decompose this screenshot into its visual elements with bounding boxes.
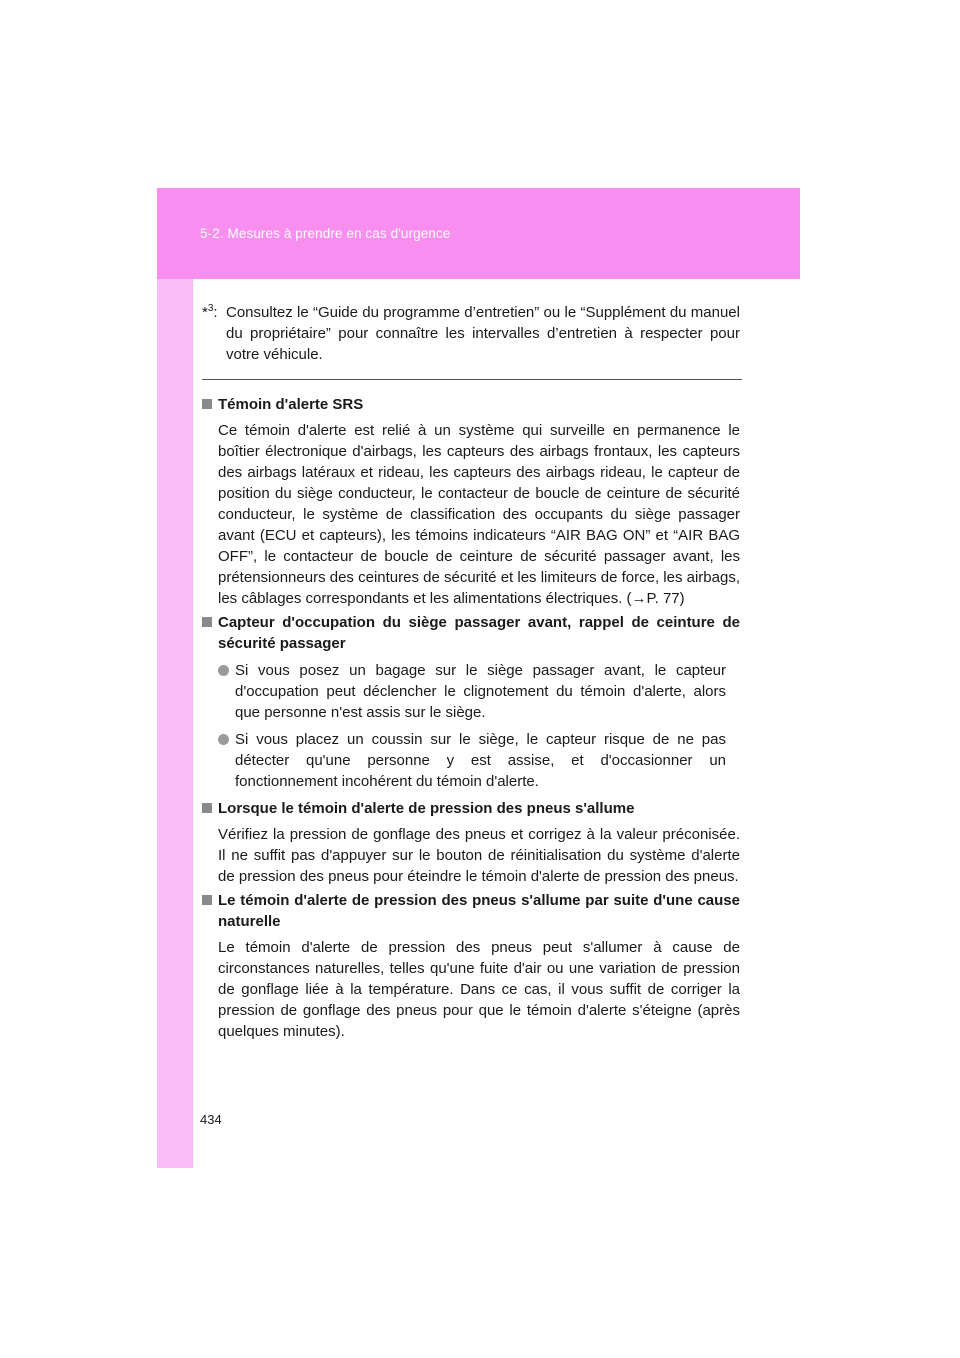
divider bbox=[202, 379, 742, 380]
section-title: Le témoin d'alerte de pression des pneus s'allume par suite d'une cause naturelle bbox=[202, 890, 740, 932]
list-item: Si vous placez un coussin sur le siège, le capteur risque de ne pas détecter qu'une personne y est assise, et d'occasionner un fonctionnement incohérent du témoin d'alerte. bbox=[218, 729, 740, 792]
section-title: Capteur d'occupation du siège passager avant, rappel de ceinture de sécurité passager bbox=[202, 612, 740, 654]
header-title: 5-2. Mesures à prendre en cas d'urgence bbox=[200, 226, 451, 241]
square-bullet-icon bbox=[202, 803, 212, 813]
section-occupant-sensor bbox=[202, 612, 740, 792]
square-bullet-icon bbox=[202, 399, 212, 409]
section-title: Témoin d'alerte SRS bbox=[202, 394, 740, 415]
circle-bullet-icon bbox=[218, 665, 229, 676]
footnote-text: Consultez le “Guide du programme d’entretien” ou le “Supplément du manuel du propriétaire” pour connaître les intervalles d’entretien à respecter pour votre véhicule. bbox=[226, 304, 740, 363]
section-body: Vérifiez la pression de gonflage des pneus et corrigez à la valeur préconisée. Il ne suffit pas d'appuyer sur le bouton de réinitialisation du système d'alerte de pression des pneus pour éteindre le témoin d'alerte de pression des pneus. bbox=[218, 826, 740, 885]
bullet-list bbox=[218, 660, 740, 792]
section-tire-pressure-on bbox=[202, 798, 740, 887]
square-bullet-icon bbox=[202, 617, 212, 627]
sidebar-strip bbox=[157, 188, 193, 1168]
list-item: Si vous posez un bagage sur le siège passager avant, le capteur d'occupation peut déclencher le clignotement du témoin d'alerte, alors que personne n'est assis sur le siège. bbox=[218, 660, 740, 723]
section-body: Ce témoin d'alerte est relié à un système qui surveille en permanence le boîtier électronique d'airbags, les capteurs des airbags frontaux, les capteurs des airbags latéraux et rideau, les capteurs des airbags rideau, le capteur de position du siège conducteur, le contacteur de boucle de ceinture de sécurité conducteur, le système de classification des occupants du siège passager avant (ECU et capteurs), les témoins indicateurs “AIR BAG ON” et “AIR BAG OFF”, le contacteur de boucle de ceinture de sécurité passager avant, les prétensionneurs des ceintures de sécurité et les limiteurs de force, les airbags, les câblages correspondants et les alimentations électriques. (→P. 77) bbox=[218, 422, 740, 607]
section-tire-pressure-natural bbox=[202, 890, 740, 1042]
section-srs-warning bbox=[202, 394, 740, 609]
page-number: 434 bbox=[200, 1112, 222, 1127]
section-body: Le témoin d'alerte de pression des pneus peut s'allumer à cause de circonstances naturelles, telles qu'une fuite d'air ou une variation de pression de gonflage liée à la température. Dans ce cas, il vous suffit de corriger la pression de gonflage des pneus pour que le témoin d'alerte s'éteigne (après quelques minutes). bbox=[218, 939, 740, 1040]
section-title: Lorsque le témoin d'alerte de pression des pneus s'allume bbox=[202, 798, 740, 819]
page-content bbox=[202, 302, 740, 1042]
circle-bullet-icon bbox=[218, 734, 229, 745]
footnote-marker: *$^3$: bbox=[202, 303, 218, 321]
square-bullet-icon bbox=[202, 895, 212, 905]
footnote bbox=[202, 302, 740, 365]
